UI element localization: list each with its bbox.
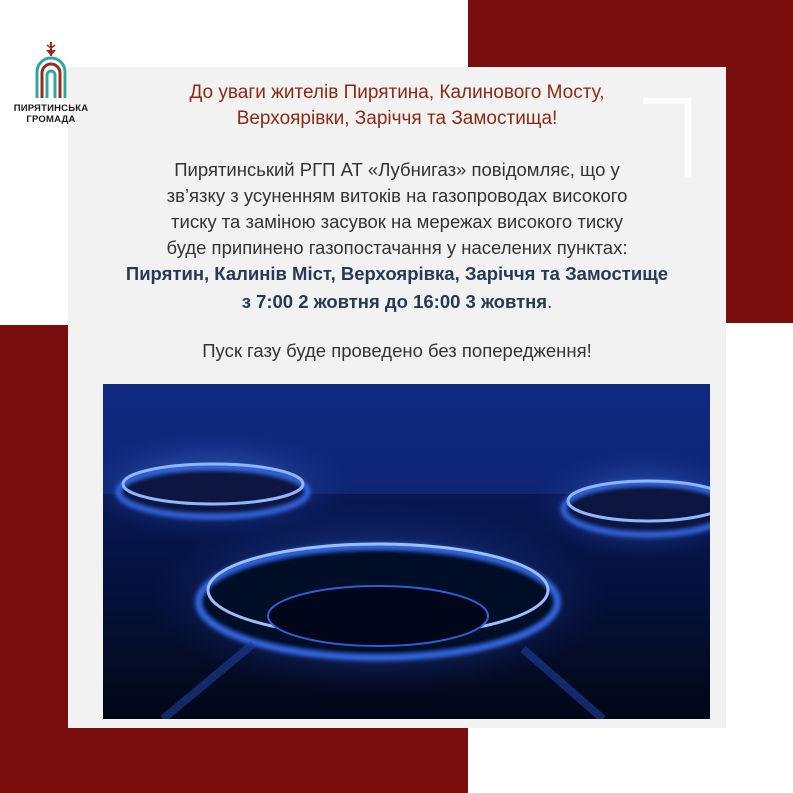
body-line-3: тиску та заміною засувок на мережах високого тиску xyxy=(171,211,623,232)
logo-line-2: ГРОМАДА xyxy=(26,114,76,125)
body-line-2: зв’язку з усуненням витоків на газопроводах високого xyxy=(166,185,628,206)
logo-line-1: ПИРЯТИНСЬКА xyxy=(13,103,89,114)
outage-period-period: . xyxy=(547,291,553,312)
announcement-body xyxy=(68,157,726,261)
gas-flames-image xyxy=(103,384,710,719)
gas-burner-photo xyxy=(103,384,710,719)
outage-period xyxy=(68,288,726,316)
outage-period-text: з 7:00 2 жовтня до 16:00 3 жовтня xyxy=(241,291,548,312)
headline-line-2: Верхоярівки, Заріччя та Замостища! xyxy=(236,108,558,129)
body-line-4: буде припинено газопостачання у населених пунктах: xyxy=(166,237,628,258)
localities-line: Пирятин, Калинів Міст, Верхоярівка, Заріччя та Замостище xyxy=(125,263,669,284)
headline xyxy=(68,80,726,132)
affected-localities xyxy=(68,260,726,316)
restart-notice: Пуск газу буде проведено без попередження! xyxy=(202,340,592,361)
body-line-1: Пирятинський РГП АТ «Лубнигаз» повідомляє, що у xyxy=(174,159,620,180)
headline-line-1: До уваги жителів Пирятина, Калинового Мосту, xyxy=(189,82,605,103)
community-emblem-icon xyxy=(33,42,69,100)
